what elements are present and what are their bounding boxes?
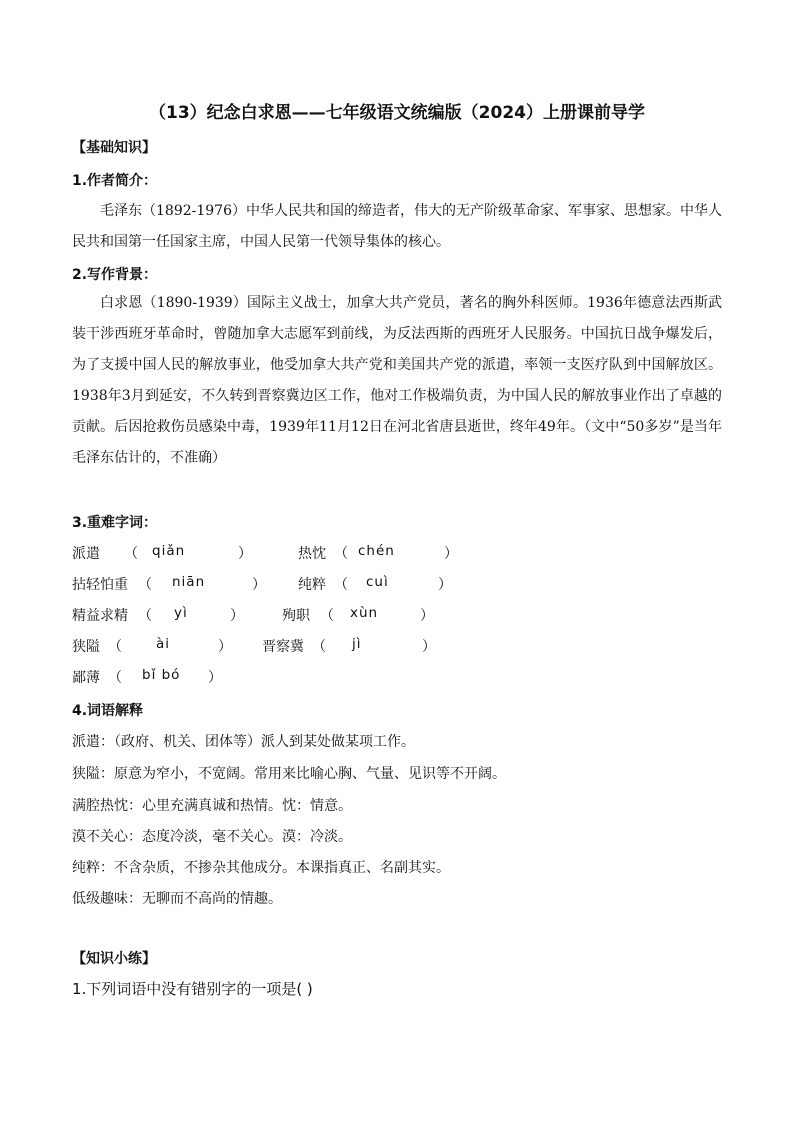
explain-item: 派遣：（政府、机关、团体等）派人到某处做某项工作。 [72,734,415,750]
page-title: （13）纪念白求恩——七年级语文统编版（2024）上册课前导学 [149,103,645,123]
document-page: （13）纪念白求恩——七年级语文统编版（2024）上册课前导学 【基础知识】 1.作者简介： 毛泽东（1892-1976）中华人民共和国的缔造者，伟大的无产阶级革命家、军事家、思想家。中华人民共和国第一任国家主席，中国人民第一代领导集体的核心。 2.写作背景： 白求恩（1890-1939）国际主义战士，加拿大共产党员，著名的胸外科医师。1936年德意法西斯武装干涉西班牙革命时，曾随加拿大志愿军到前线，为反法西斯的西班牙人民服务。中国抗日战争爆发后，为了支援中国人民的解放事业，他受加拿大共产党和美国共产党的派遣，率领一支医疗队到中国解放区。1938年3月到延安，不久转到晋察冀边区工作，他对工作极端负责，为中国人民的解放事业作出了卓越的贡献。后因抢救伤员感染中毒，1939年11月12日在河北省唐县逝世，终年49年。（文中“50多岁”是当年毛泽东估计的，不准确） 3.重难字词： 派遣 （ qiǎn ） 热忱 （ chén ） 拈轻怕重 （ niān ） 纯粹 （ cuì ） 精益求精 （ yì ） 殉职 （ xùn ） 狭隘 （ ài ） 晋察冀 （ jì ） 鄙薄 （ bǐ bó ） 4.词语解释 派遣：（政府、机关、团体等）派人到某处做某项工作。 狭隘：原意为窄小，不宽阔。常用来比喻心胸、气量、见识等不开阔。 满腔热忱：心里充满真诚和热情。忱：情意。 漠不关心：态度冷淡，毫不关心。漠：冷淡。 纯粹：不含杂质，不掺杂其他成分。本课指真正、名副其实。 低级趣味：无聊而不高尚的情趣。 【知识小练】 1.下列词语中没有错别字的一项是( ) [0,0,794,1123]
explain-item: 纯粹：不含杂质，不掺杂其他成分。本课指真正、名副其实。 [72,860,450,876]
question-1: 1.下列词语中没有错别字的一项是( ) [72,980,313,998]
vocab-pinyin: chén [358,543,395,559]
explain-item: 满腔热忱：心里充满真诚和热情。忱：情意。 [72,798,352,814]
explain-heading: 4.词语解释 [72,703,144,719]
vocab-word: 殉职 [282,608,310,624]
vocab-pinyin: qiǎn [152,543,186,559]
vocab-word: 派遣 [72,546,100,562]
author-heading: 1.作者简介： [72,173,158,189]
vocab-word: 晋察冀 [262,639,304,655]
vocab-pinyin: bǐ bó [142,667,181,683]
background-paragraph: 白求恩（1890-1939）国际主义战士，加拿大共产党员，著名的胸外科医师。1936年德意法西斯武装干涉西班牙革命时，曾随加拿大志愿军到前线，为反法西斯的西班牙人民服务。中国抗日战争爆发后，为了支援中国人民的解放事业，他受加拿大共产党和美国共产党的派遣，率领一支医疗队到中国解放区。1938年3月到延安，不久转到晋察冀边区工作，他对工作极端负责，为中国人民的解放事业作出了卓越的贡献。后因抢救伤员感染中毒，1939年11月12日在河北省唐县逝世，终年49年。（文中“50多岁”是当年毛泽东估计的，不准确） [72,295,722,466]
practice-heading: 【知识小练】 [72,951,156,967]
author-paragraph: 毛泽东（1892-1976）中华人民共和国的缔造者，伟大的无产阶级革命家、军事家、思想家。中华人民共和国第一任国家主席，中国人民第一代领导集体的核心。 [72,203,722,250]
background-heading: 2.写作背景： [72,267,158,283]
vocab-pinyin: xùn [350,605,379,621]
explain-item: 狭隘：原意为窄小，不宽阔。常用来比喻心胸、气量、见识等不开阔。 [72,766,506,782]
vocab-heading: 3.重难字词： [72,515,158,531]
vocab-word: 鄙薄 [72,670,100,686]
vocab-word: 狭隘 [72,639,100,655]
vocab-pinyin: niān [172,574,206,590]
vocab-word: 拈轻怕重 [72,577,128,593]
vocab-word: 热忱 [298,546,326,562]
vocab-pinyin: yì [174,605,188,621]
basic-knowledge-heading: 【基础知识】 [72,140,156,156]
vocab-pinyin: jì [352,636,362,652]
explain-item: 低级趣味：无聊而不高尚的情趣。 [72,891,282,907]
vocab-word: 纯粹 [298,577,326,593]
vocab-pinyin: cuì [366,574,389,590]
explain-item: 漠不关心：态度冷淡，毫不关心。漠：冷淡。 [72,829,352,845]
vocab-pinyin: ài [156,636,171,652]
vocab-word: 精益求精 [72,608,128,624]
